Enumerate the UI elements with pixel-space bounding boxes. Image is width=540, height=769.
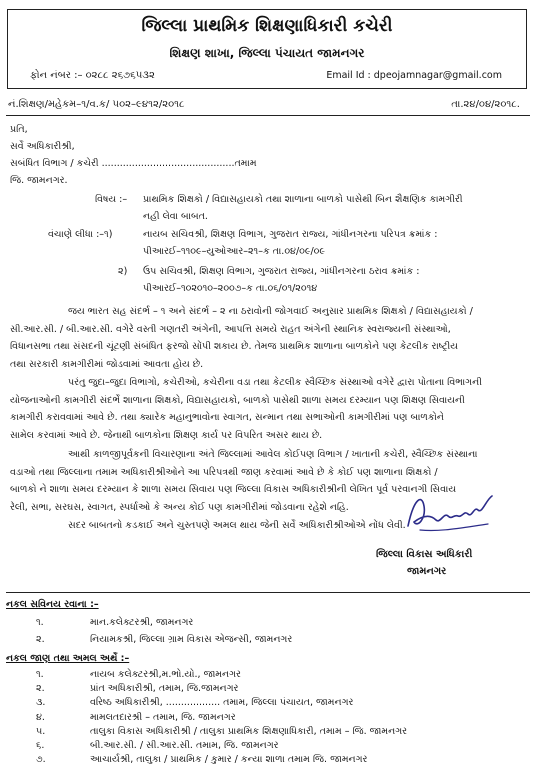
list-item-text: માન.કલેક્ટરશ્રી, જામનગર — [90, 617, 194, 628]
paragraph-line: જય ભારત સહ સંદર્ભ – ૧ અને સંદર્ભ – ૨ ના ઠરાવોની જોગવાઈ અનુસાર પ્રાથમિક શિક્ષકો / વિદ્યાસહાયકો / — [68, 306, 473, 317]
list-item-number: ૧. — [36, 669, 44, 680]
list-item-number: ૧. — [36, 617, 44, 628]
reference-label: વંચાણે લીધા :–૧) — [48, 229, 113, 240]
phone-number: ફોન નંબર :– ૦૨૮૮ ૨૬૭૬૫૩૨ — [30, 70, 155, 81]
list-item-text: પ્રાંત અધિકારીશ્રી, તમામ, જિ.જામનગર — [90, 683, 239, 695]
letter-date: તા.૨૪/૦૪/૨૦૧૮. — [451, 99, 520, 110]
body-paragraph-4: સદર બાબતનો કડકાઈ અને ચુસ્તપણે અમલ થાય જેની સર્વે અધિકારીશ્રીઓએ નોંધ લેવી. — [68, 520, 406, 531]
body-paragraph-2 — [10, 374, 482, 444]
recipient-line: જિ. જામનગર. — [10, 175, 68, 186]
divider — [6, 115, 530, 116]
subject-label: વિષય :– — [95, 194, 128, 205]
paragraph-line: યોજનાઓની કામગીરી સંદર્ભે શાળાના શિક્ષકો, વિદ્યાસહાયકો, બાળકો પાસેથી શાળા સમય દરમ્યાન પણ શિક્ષણ સિવાયની — [10, 394, 465, 406]
reference-line: નાયબ સચિવશ્રી, શિક્ષણ વિભાગ, ગુજરાત રાજ્ય, ગાંધીનગરના પરિપત્ર ક્રમાંક : — [143, 229, 438, 240]
list-item-number: ૬. — [36, 740, 45, 751]
list-item-text: બી.આર.સી. / સી.આર.સી. તમામ, જિ. જામનગર — [90, 740, 279, 751]
subject-line: પ્રાથમિક શિક્ષકો / વિદ્યાસહાયકો તથા શાળાના બાળકો પાસેથી બિન શૈક્ષણિક કામગીરી — [143, 194, 463, 205]
list-item-text: વરિષ્ઠ અધિકારીશ્રી, .................. તમામ, જિલ્લા પંચાયત, જામનગર — [90, 697, 354, 709]
body-paragraph-1 — [10, 303, 473, 373]
reference-line: પીઆરઈ–૧૦૨૦૧૦–૨૦૦૭–ક તા.૦૬/૦૧/૨૦૧૪ — [143, 283, 318, 294]
reference-line: પીઆરઈ–૧૧૦૯–યુઓઆર–૨૧–ક તા.૦૪/૦૯/૦૯ — [143, 246, 326, 257]
list-item-number: ૪. — [36, 711, 45, 723]
copy-info-heading: નકલ જાણ તથા અમલ અર્થે :– — [6, 653, 130, 664]
paragraph-line: બાળકો ને શાળા સમય દરમ્યાન કે શાળા સમય સિવાય પણ જિલ્લા વિકાસ અધિકારીશ્રીની લેખિત પૂર્વ પરવાનગી સિવાય — [10, 484, 457, 495]
list-item-number: ૭. — [36, 754, 46, 766]
office-subtitle: શિક્ષણ શાખા, જિલ્લા પંચાયત જામનગર — [169, 46, 365, 60]
list-item-text: નિયામકશ્રી, જિલ્લા ગ્રામ વિકાસ એજન્સી, જામનગર — [90, 634, 293, 645]
email-address: Email Id : dpeojamnagar@gmail.com — [326, 70, 502, 81]
paragraph-line: પરંતુ જુદા–જુદા વિભાગો, કચેરીઓ, કચેરીના વડા તથા કેટલીક સ્વૈચ્છિક સંસ્થાઓ વગેરે દ્વારા પોતાના વિભાગની — [68, 377, 482, 388]
paragraph-line: આથી કાળજીપૂર્વકની વિચારણાના અંતે જિલ્લામાં આવેલ કોઈપણ વિભાગ / ખાતાની કચેરી, સ્વૈચ્છિક સંસ્થાના — [68, 449, 478, 460]
list-item-text: નાયબ કલેક્ટરશ્રી,મ.ભો.યો., જામનગર — [90, 669, 241, 680]
subject-line: નહી લેવા બાબત. — [143, 211, 208, 222]
signatory-place: જામનગર — [407, 566, 447, 577]
copy-humble-heading: નકલ સવિનય રવાના :– — [6, 599, 99, 610]
reference-line: ઉપ સચિવશ્રી, શિક્ષણ વિભાગ, ગુજરાત રાજ્ય, ગાંધીનગરના ઠરાવ ક્રમાંક : — [143, 266, 420, 277]
list-item-text: મામલતદારશ્રી – તમામ, જિ. જામનગર — [90, 711, 236, 723]
list-item-number: ૨. — [36, 634, 45, 645]
list-item-number: ૩. — [36, 697, 46, 709]
paragraph-line: તથા સરકારી કામગીરીમાં જોડવામાં આવતા હોય છે. — [10, 358, 204, 370]
reference-label-2: ૨) — [118, 266, 128, 277]
paragraph-line: વિધાનસભા તથા સંસદની ચૂંટણી સંબંધિત ફરજો સોંપી શકાય છે. તેમજ પ્રાથમિક શાળાના બાળકોને પણ કેટલીક રાષ્ટ્રીય — [10, 341, 459, 352]
recipient-line: પ્રતિ, — [10, 124, 28, 135]
reference-number: નં.શિક્ષણ/મહેકમ–૧/વ.ક/ ૫૦૨–૯૪૧૨/૨૦૧૮ — [8, 99, 185, 110]
paragraph-line: સામેલ કરવામાં આવે છે. જેનાથી બાળકોના શિક્ષણ કાર્ય પર વિપરિત અસર થાય છે. — [10, 429, 323, 441]
list-item-number: ૫. — [36, 725, 46, 737]
paragraph-line: કામગીરી કરાવવામાં આવે છે. તથા ક્યારેક મહાનુભાવોના સ્વાગત, સન્માન તથા સભાઓની કામગીરીમાં પણ બાળકોને — [10, 412, 444, 423]
divider — [6, 592, 530, 593]
paragraph-line: રેલી, સભા, સરઘસ, સ્વાગત, સ્પર્ધાઓ કે અન્ય કોઈ પણ કામગીરીમાં જોડવાના રહેશે નહિ. — [10, 501, 349, 513]
paragraph-line: સી.આર.સી. / બી.આર.સી. વગેરે વસ્તી ગણતરી અંગેની, આપત્તિ સમયે રાહત અંગેની સ્થાનિક સ્વરાજ્યની સંસ્થાઓ, — [10, 323, 451, 335]
list-item-number: ૨. — [36, 683, 45, 695]
letterhead — [7, 9, 527, 89]
recipient-line: સબંધિત વિભાગ / કચેરી ............................................તમામ — [10, 158, 257, 169]
handwritten-signature — [400, 486, 500, 538]
list-item-text: તાલુકા વિકાસ અધિકારીશ્રી / તાલુકા પ્રાથમિક શિક્ષણાધિકારી, તમામ – જિ. જામનગર — [90, 725, 408, 737]
office-title: જિલ્લા પ્રાથમિક શિક્ષણાધિકારી કચેરી — [141, 16, 393, 36]
recipient-line: સર્વે અધિકારીશ્રી, — [10, 141, 75, 152]
signatory-title: જિલ્લા વિકાસ અધિકારી — [376, 549, 473, 560]
paragraph-line: વડાઓ તથા જિલ્લાના તમામ અધિકારીશ્રીઓને આ પરિપત્રથી જાણ કરવામાં આવે છે કે કોઈ પણ શાળાના શિક્ષકો / — [10, 466, 438, 478]
list-item-text: આચાર્યશ્રી, તાલુકા / પ્રાથમિક / કુમાર / કન્યા શાળા તમામ જિ. જામનગર — [90, 754, 368, 766]
